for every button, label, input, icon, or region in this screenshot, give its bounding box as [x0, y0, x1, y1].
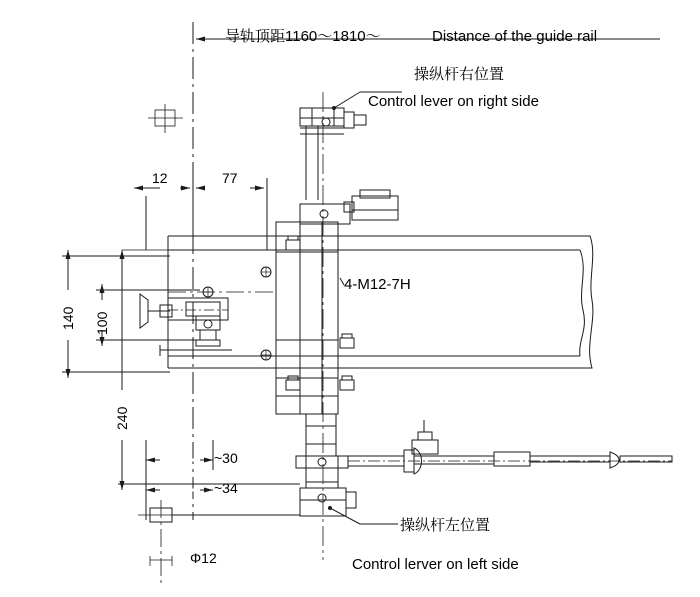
dim-12-label: 12	[152, 170, 168, 186]
title-guide-rail-cn: 导轨顶距1160～1810～	[225, 28, 381, 45]
center-mark-upper-left	[148, 104, 183, 133]
thread-callout: 4-M12-7H	[344, 276, 411, 293]
guide-rail-body	[168, 236, 593, 368]
title-guide-rail-en: Distance of the guide rail	[432, 28, 598, 45]
center-mark-lower-left	[138, 500, 300, 585]
dim-approx-30-label: ~30	[214, 450, 238, 466]
upper-right-housing	[300, 190, 398, 224]
dim-240-label: 240	[114, 406, 130, 430]
control-lever-left-cn: 操纵杆左位置	[400, 517, 491, 534]
lower-linkage-assembly	[296, 414, 672, 482]
leader-lines	[330, 92, 402, 524]
dim-77-label: 77	[222, 170, 238, 186]
control-lever-right-cn: 操纵杆右位置	[414, 66, 505, 83]
dim-140-label: 140	[60, 306, 76, 330]
dim-approx-34-label: ~34	[214, 480, 238, 496]
control-lever-right-en: Control lever on right side	[368, 93, 539, 110]
mounting-plate-center	[276, 222, 354, 414]
drawing-geometry	[62, 22, 672, 585]
handwheel-assembly	[140, 294, 232, 356]
dim-100-label: 100	[94, 311, 110, 335]
bolt-set	[286, 236, 354, 390]
control-lever-left-en: Control lerver on left side	[352, 556, 519, 573]
dim-vertical-stack	[62, 250, 300, 490]
dim-hole-dia-label: Φ12	[190, 550, 217, 566]
upper-lever-bracket	[300, 108, 366, 200]
dim-12-77	[134, 178, 267, 250]
